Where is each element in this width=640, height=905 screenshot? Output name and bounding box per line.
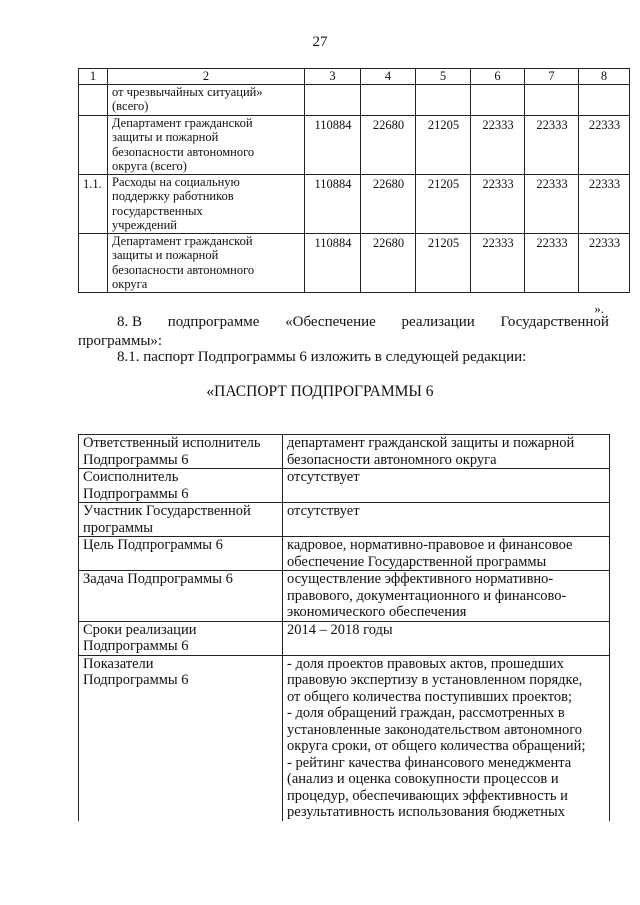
table-cell — [471, 84, 525, 115]
row-name-line: учреждений — [112, 218, 177, 232]
row-index — [79, 115, 108, 174]
table-cell: 22333 — [471, 174, 525, 233]
passport-row — [79, 655, 610, 821]
passport-label — [79, 571, 283, 622]
column-header: 7 — [525, 69, 579, 85]
label-line: Ответственный исполнитель — [83, 435, 261, 451]
passport-title: «ПАСПОРТ ПОДПРОГРАММЫ 6 — [206, 383, 434, 400]
row-name-line: округа — [112, 277, 148, 291]
value-line: экономического обеспечения — [287, 604, 467, 620]
table-cell: 22333 — [579, 115, 630, 174]
row-name-line: Департамент гражданской — [112, 233, 253, 248]
paragraph-word: Государственной — [500, 314, 609, 330]
row-index — [79, 84, 108, 115]
label-line: Подпрограммы 6 — [83, 485, 189, 502]
table-cell: 110884 — [305, 174, 361, 233]
table-cell: 110884 — [305, 233, 361, 292]
table-row — [79, 233, 630, 292]
paragraph-word: 8. В — [117, 314, 143, 330]
value-line: установленные законодательством автономного — [287, 721, 583, 738]
row-name-line: (всего) — [112, 99, 149, 113]
value-line: процедур, обеспечивающих эффективность и — [287, 787, 568, 804]
label-line: Сроки реализации — [83, 621, 197, 638]
table-cell: 22680 — [361, 174, 416, 233]
page-number: 27 — [312, 34, 328, 50]
value-line: отсутствует — [287, 503, 360, 519]
passport-label — [79, 435, 283, 469]
value-line: безопасности автономного округа — [287, 451, 497, 468]
value-line: результативность использования бюджетных — [287, 804, 565, 820]
table-cell: 22333 — [525, 233, 579, 292]
label-line: Подпрограммы 6 — [83, 451, 189, 468]
column-header: 6 — [471, 69, 525, 85]
value-line: (анализ и оценка совокупности процессов и — [287, 771, 559, 787]
row-name — [108, 84, 305, 115]
passport-value — [283, 655, 610, 821]
passport-row — [79, 435, 610, 469]
passport-label — [79, 537, 283, 571]
value-line: правового, документационного и финансово- — [287, 587, 567, 604]
value-line: обеспечение Государственной программы — [287, 553, 547, 570]
table-cell — [361, 84, 416, 115]
table-cell: 21205 — [416, 174, 471, 233]
table-cell: 22333 — [525, 115, 579, 174]
value-line: 2014 – 2018 годы — [287, 621, 393, 638]
label-line: Подпрограммы 6 — [83, 638, 189, 654]
table-cell: 22680 — [361, 115, 416, 174]
value-line: округа сроки, от общего количества обращений; — [287, 738, 586, 754]
row-name — [108, 174, 305, 233]
paragraph-8-continuation: программы»: — [78, 333, 163, 349]
passport-value — [283, 537, 610, 571]
value-line: - доля проектов правовых актов, прошедших — [287, 655, 564, 672]
passport-value — [283, 621, 610, 655]
passport-label — [79, 469, 283, 503]
row-name-line: поддержку работников — [112, 189, 234, 203]
table-cell: 22333 — [579, 233, 630, 292]
table-cell: 22680 — [361, 233, 416, 292]
value-line: от общего количества поступивших проектов; — [287, 688, 573, 705]
passport-row — [79, 621, 610, 655]
table-cell: 21205 — [416, 115, 471, 174]
closing-quote-mark: ». — [594, 301, 604, 316]
label-line: программы — [83, 519, 153, 536]
paragraph-8-first-line — [78, 313, 609, 332]
table-header-row — [79, 69, 630, 85]
passport-label — [79, 503, 283, 537]
value-line: отсутствует — [287, 469, 360, 485]
table-cell: 110884 — [305, 115, 361, 174]
table-cell: 22333 — [471, 233, 525, 292]
value-line: осуществление эффективного нормативно- — [287, 571, 554, 587]
passport-value — [283, 435, 610, 469]
label-line: Цель Подпрограммы 6 — [83, 537, 223, 553]
column-header: 1 — [79, 69, 108, 85]
passport-value — [283, 469, 610, 503]
label-line: Задача Подпрограммы 6 — [83, 571, 233, 587]
paragraph-8 — [78, 313, 609, 351]
row-name-line: государственных — [112, 203, 203, 218]
table-row — [79, 84, 630, 115]
row-index: 1.1. — [79, 174, 108, 233]
row-index — [79, 233, 108, 292]
passport-table — [78, 434, 610, 821]
row-name-line: Департамент гражданской — [112, 115, 253, 130]
value-line: правовую экспертизу в установленном порядке, — [287, 672, 583, 688]
table-cell: 22333 — [579, 174, 630, 233]
passport-value — [283, 571, 610, 622]
column-header: 8 — [579, 69, 630, 85]
row-name-line: округа (всего) — [112, 159, 187, 173]
paragraph-8-1: 8.1. паспорт Подпрограммы 6 изложить в следующей редакции: — [117, 349, 527, 365]
column-header: 3 — [305, 69, 361, 85]
value-line: - доля обращений граждан, рассмотренных в — [287, 705, 565, 721]
budget-table — [78, 68, 630, 293]
passport-row — [79, 571, 610, 622]
column-header: 5 — [416, 69, 471, 85]
value-line: - рейтинг качества финансового менеджмента — [287, 754, 572, 771]
table-cell: 21205 — [416, 233, 471, 292]
paragraph-word: «Обеспечение — [285, 314, 376, 330]
passport-row — [79, 503, 610, 537]
table-row — [79, 174, 630, 233]
table-cell: 22333 — [525, 174, 579, 233]
row-name-line: от чрезвычайных ситуаций» — [112, 84, 263, 99]
row-name-line: Расходы на социальную — [112, 174, 240, 189]
paragraph-word: реализации — [401, 314, 475, 330]
passport-label — [79, 655, 283, 821]
passport-row — [79, 537, 610, 571]
row-name-line: безопасности автономного — [112, 144, 255, 159]
row-name-line: защиты и пожарной — [112, 248, 219, 262]
label-line: Соисполнитель — [83, 469, 179, 485]
table-cell: 22333 — [471, 115, 525, 174]
label-line: Показатели — [83, 655, 154, 672]
column-header: 2 — [108, 69, 305, 85]
value-line: кадровое, нормативно-правовое и финансовое — [287, 537, 573, 553]
row-name-line: безопасности автономного — [112, 262, 255, 277]
passport-value — [283, 503, 610, 537]
table-row — [79, 115, 630, 174]
table-cell — [305, 84, 361, 115]
table-cell — [416, 84, 471, 115]
table-cell — [579, 84, 630, 115]
passport-label — [79, 621, 283, 655]
value-line: департамент гражданской защиты и пожарной — [287, 435, 575, 451]
label-line: Участник Государственной — [83, 503, 251, 519]
passport-row — [79, 469, 610, 503]
row-name — [108, 233, 305, 292]
column-header: 4 — [361, 69, 416, 85]
paragraph-word: подпрограмме — [167, 314, 260, 330]
label-line: Подпрограммы 6 — [83, 672, 189, 688]
row-name — [108, 115, 305, 174]
table-cell — [525, 84, 579, 115]
row-name-line: защиты и пожарной — [112, 130, 219, 144]
